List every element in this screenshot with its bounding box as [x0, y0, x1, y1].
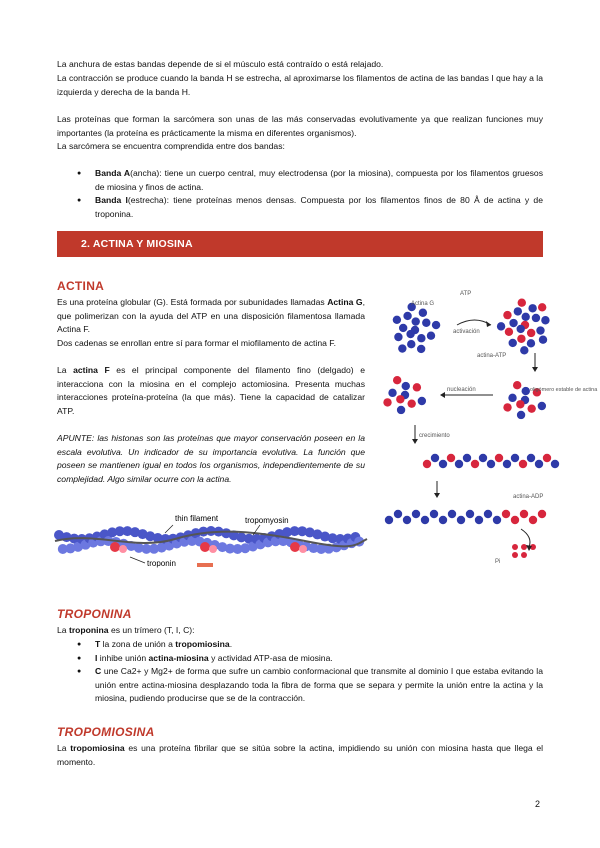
tropomiosina-heading: TROPOMIOSINA — [57, 725, 155, 739]
label-actina-g: Actina G — [411, 301, 435, 307]
bead — [447, 454, 455, 462]
bead — [412, 510, 420, 518]
bead — [527, 454, 535, 462]
bead — [393, 376, 401, 384]
bead — [528, 304, 536, 312]
bead — [399, 324, 407, 332]
label-pi: Pi — [495, 559, 501, 565]
bead — [509, 339, 517, 347]
bead — [538, 303, 546, 311]
bead — [536, 326, 544, 334]
arrowhead-down-2 — [412, 439, 418, 444]
actina-paragraph-3 — [57, 364, 365, 418]
bead — [463, 454, 471, 462]
bands-list — [57, 167, 543, 221]
label-tropomyosin: tropomyosin — [245, 516, 289, 525]
bead — [543, 454, 551, 462]
tropomiosina-a: La — [57, 743, 71, 753]
troponin-pointer — [130, 557, 145, 563]
bead — [398, 344, 406, 352]
bead — [517, 335, 525, 343]
actina-p3-a: La — [57, 365, 74, 375]
bead — [517, 325, 525, 333]
bead — [503, 403, 511, 411]
bead — [423, 460, 431, 468]
band-i-text: (estrecha): tiene proteínas menos densas. Compuesta por los filamentos finos de 80 Å de actina y de troponina. — [95, 195, 543, 219]
bead — [406, 330, 414, 338]
bead — [397, 406, 405, 414]
bead — [509, 319, 517, 327]
bead — [427, 331, 435, 339]
bead — [475, 516, 483, 524]
troponin-t-end: . — [229, 639, 233, 649]
band-i-term: Banda I — [95, 195, 128, 206]
bead — [527, 404, 535, 412]
arrowhead-nucleacion — [440, 392, 445, 398]
bead — [539, 336, 547, 344]
actina-p3-c: es el principal componente del filamento fino (delgado) e interacciona con la miosina en el complejo actomiosina. Presenta muchas interacciones proteína-proteína (la que más). Tiene la capacidad de catalizar ATP. — [57, 365, 365, 416]
bead — [514, 307, 522, 315]
bead — [417, 345, 425, 353]
bead — [517, 411, 525, 419]
bead — [497, 322, 505, 330]
polymer-beads — [383, 299, 559, 558]
actina-p3-b: actina F — [73, 365, 110, 375]
tropomiosina-c: es una proteína fibrilar que se sitúa sobre la actina, impidiendo su unión con miosina hasta que llega el momento. — [57, 743, 544, 767]
troponin-i-term: I — [95, 652, 98, 663]
bead — [407, 399, 415, 407]
bead — [519, 460, 527, 468]
troponin-i-text: inhibe unión — [97, 652, 149, 663]
troponina-intro — [57, 624, 543, 638]
bead — [412, 317, 420, 325]
bead — [484, 510, 492, 518]
bead — [511, 516, 519, 524]
actina-p1-a: Es una proteína globular (G). Está formada por subunidades llamadas — [57, 297, 328, 307]
bead — [431, 454, 439, 462]
bead — [457, 516, 465, 524]
bead — [535, 460, 543, 468]
intro-paragraph-4: La sarcómera se encuentra comprendida entre dos bandas: — [57, 141, 285, 151]
bead — [538, 510, 546, 518]
bead — [413, 383, 421, 391]
bead — [394, 510, 402, 518]
section-header-band — [57, 231, 543, 257]
bead — [407, 340, 415, 348]
bead — [403, 312, 411, 320]
intro-paragraph-2: La contracción se produce cuando la banda H se estrecha, al aproximarse los filamentos de actina de las bandas I que hay a la izquierda y derecha de la banda H. — [57, 73, 543, 97]
troponin-t-item — [57, 638, 543, 652]
bead — [493, 516, 501, 524]
arrow-activacion — [457, 320, 491, 325]
bead — [516, 400, 524, 408]
intro-paragraph-3: Las proteínas que forman la sarcómera son unas de las más conservadas evolutivamente ya que realizan funciones muy importantes (la proteína es prácticamente la misma en diferentes organismos). — [57, 114, 543, 138]
bead — [439, 460, 447, 468]
label-crecimiento: crecimiento — [419, 433, 450, 439]
bead — [503, 460, 511, 468]
bead — [513, 381, 521, 389]
bead — [551, 460, 559, 468]
troponin-i-bold: actina-miosina — [148, 652, 209, 663]
label-activacion: activación — [453, 329, 480, 335]
label-actina-adp: actina-ADP — [513, 494, 544, 500]
bead — [521, 552, 527, 558]
actina-heading: ACTINA — [57, 279, 105, 293]
bead — [383, 398, 391, 406]
bead — [538, 402, 546, 410]
bead — [455, 460, 463, 468]
troponin-i-end: y actividad ATP-asa de miosina. — [208, 652, 333, 663]
bead — [466, 510, 474, 518]
arrowhead-down-3 — [434, 493, 440, 498]
bead — [439, 516, 447, 524]
actin-polymerization-figure — [375, 285, 598, 575]
bead — [541, 316, 549, 324]
troponina-intro-b: troponina — [68, 625, 109, 635]
bead — [522, 387, 530, 395]
bead — [522, 313, 530, 321]
actina-p1-c: , que polimerizan con la ayuda del ATP en una disposición filamentosa llamada Actina F. — [57, 297, 365, 335]
bead — [518, 299, 526, 307]
troponina-heading: TROPONINA — [57, 607, 132, 621]
bead — [527, 329, 535, 337]
bead — [394, 333, 402, 341]
bead — [417, 334, 425, 342]
bead — [520, 510, 528, 518]
bead — [402, 382, 410, 390]
bead — [505, 328, 513, 336]
label-oligomero: oligómero estable de actina — [530, 387, 598, 393]
label-thin-filament: thin filament — [175, 514, 219, 523]
label-atp: ATP — [460, 291, 472, 297]
actina-paragraph-1 — [57, 296, 365, 337]
bead — [532, 314, 540, 322]
troponina-intro-a: La — [57, 625, 69, 635]
thin-filament-figure — [55, 505, 367, 575]
actina-p1-b: Actina G — [327, 297, 363, 307]
bead — [527, 339, 535, 347]
bead — [512, 552, 518, 558]
bead — [421, 516, 429, 524]
troponin-i-item — [57, 652, 543, 666]
tropomiosina-text — [57, 742, 543, 769]
troponin-c-text: une Ca2+ y Mg2+ de forma que sufre un cambio conformacional que transmite al dominio I que estaba evitando la unión entre actina-miosina desplazando toda la fibra de forma que se separa y permite la unión entre la actina y la miosina, pudiendo producirse que se de la contracción. — [95, 666, 543, 704]
bead — [521, 544, 527, 550]
intro-paragraph-1: La anchura de estas bandas depende de si el músculo está contraído o está relajado. — [57, 59, 384, 69]
bead — [388, 389, 396, 397]
bead — [403, 516, 411, 524]
bead — [511, 454, 519, 462]
bead — [529, 516, 537, 524]
band-a-item — [57, 167, 543, 194]
bead — [419, 309, 427, 317]
bead — [385, 516, 393, 524]
actina-paragraph-2: Dos cadenas se enrollan entre sí para formar el miofilamento de actina F. — [57, 338, 336, 348]
troponin-c-item — [57, 665, 543, 706]
tropomiosina-b: tropomiosina — [70, 743, 125, 753]
bead — [520, 346, 528, 354]
troponin-c-term: C — [95, 666, 102, 677]
bead — [512, 544, 518, 550]
bead — [508, 394, 516, 402]
bead — [502, 510, 510, 518]
bead — [422, 319, 430, 327]
bead — [487, 460, 495, 468]
bead — [479, 454, 487, 462]
bead — [503, 311, 511, 319]
bead — [393, 316, 401, 324]
apunte-note: APUNTE: las histonas son las proteínas que mayor conservación poseen en la escala evolutiva. Un indicador de su importancia evolutiva. La función que poseen se mantienen igual en todos los organismos, independientemente de su complejidad. Algo similar ocurre con la actina. — [57, 433, 365, 484]
troponina-list — [57, 638, 543, 706]
troponin-t-text: la zona de unión a — [100, 639, 176, 649]
band-a-term: Banda A — [95, 168, 131, 178]
bead — [396, 395, 404, 403]
bead — [418, 397, 426, 405]
bead — [430, 510, 438, 518]
section-title: 2. ACTINA Y MIOSINA — [81, 238, 193, 250]
page-number: 2 — [535, 799, 541, 809]
band-a-text: (ancha): tiene un cuerpo central, muy electrodensa (por la miosina), compuesta por los filamentos gruesos de miosina y finos de actina. — [95, 168, 543, 192]
label-actina-atp: actina-ATP — [477, 353, 507, 359]
troponin-t-bold: tropomiosina — [175, 639, 230, 649]
thin-filament-pointer — [165, 525, 173, 533]
bead — [495, 454, 503, 462]
bead — [448, 510, 456, 518]
small-marker — [197, 563, 213, 567]
band-i-item — [57, 194, 543, 221]
troponina-intro-c: es un trímero (T, I, C): — [108, 625, 195, 635]
arrow-pi — [521, 529, 530, 547]
troponin-t-term: T — [95, 639, 101, 649]
arrowhead-down-1 — [532, 367, 538, 372]
label-nucleacion: nucleación — [447, 387, 476, 393]
bead — [471, 460, 479, 468]
label-troponin: troponin — [147, 559, 176, 568]
bead — [432, 321, 440, 329]
